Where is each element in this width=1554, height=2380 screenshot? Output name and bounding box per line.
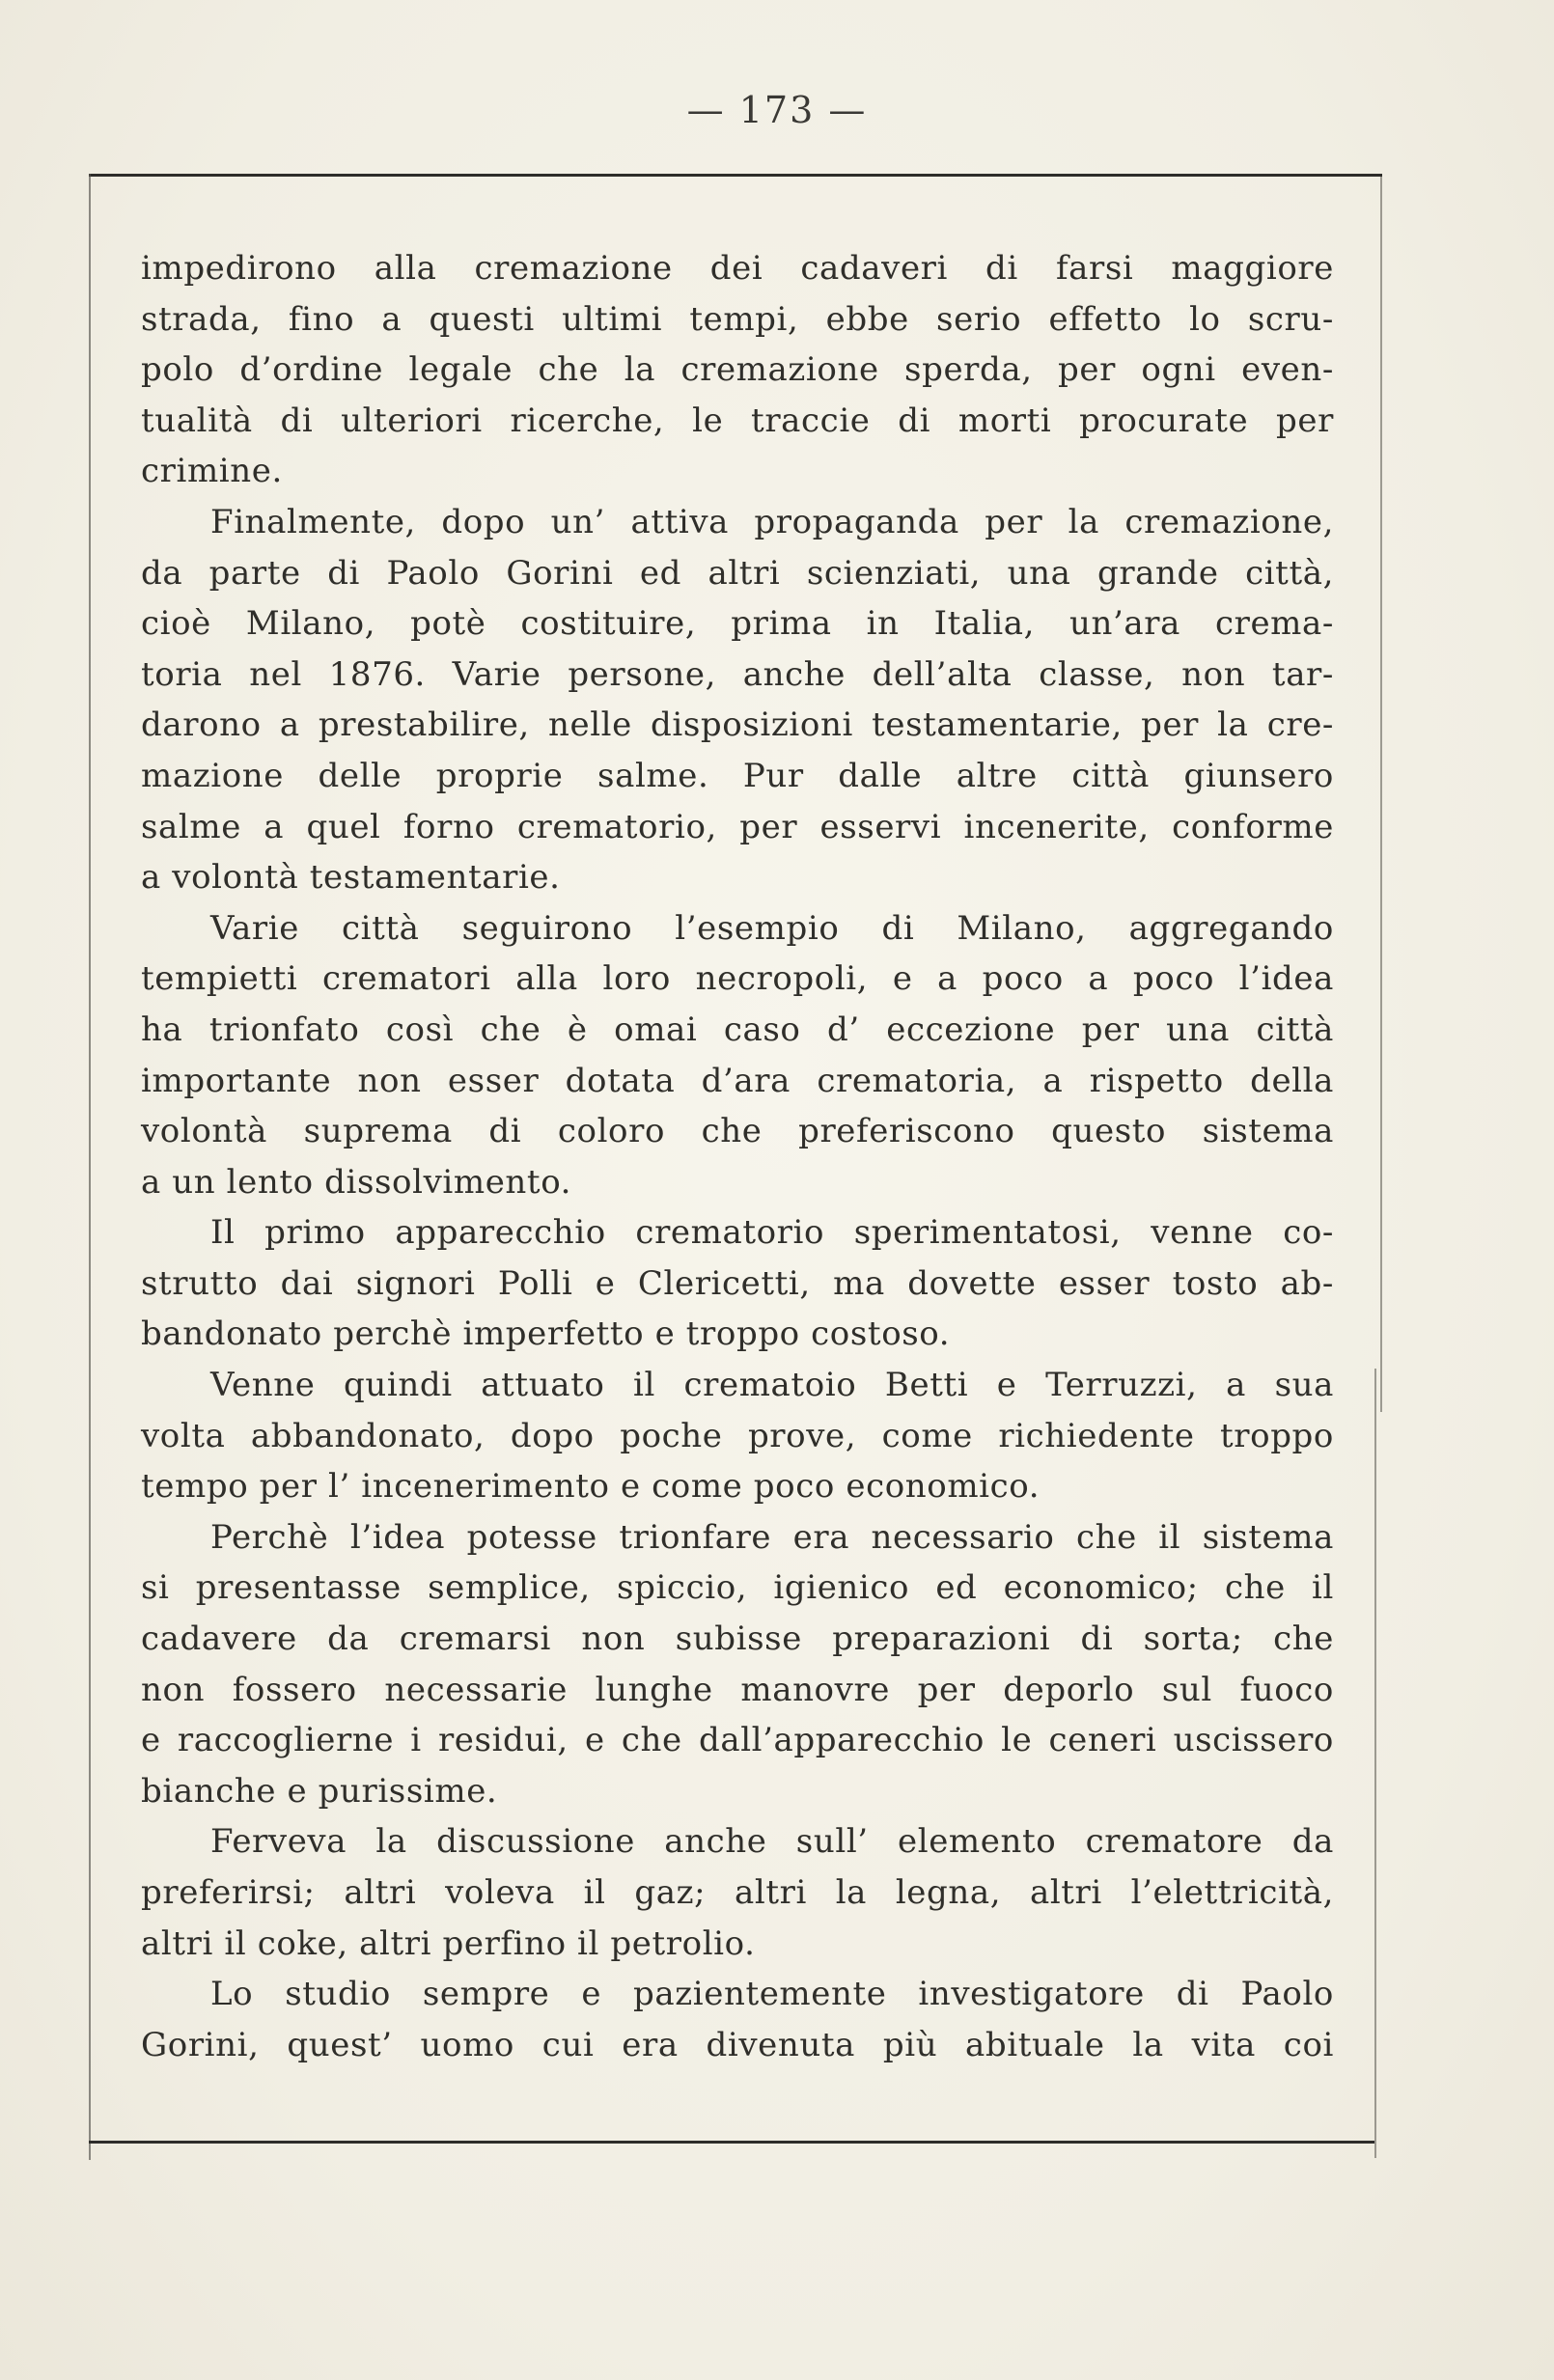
text-line: Perchè l’idea potesse trionfare era necessario che il sistema [210,1517,1334,1557]
page-number: — 173 — [686,89,868,131]
text-line: tempietti crematori alla loro necropoli, e a poco a poco l’idea [141,959,1334,999]
text-line: importante non esser dotata d’ara crematoria, a rispetto della [141,1061,1334,1100]
text-line: Venne quindi attuato il crematoio Betti e Terruzzi, a sua [210,1366,1334,1405]
text-line: darono a prestabilire, nelle disposizioni testamentarie, per la cre- [141,706,1334,745]
text-line: cadavere da cremarsi non subisse preparazioni di sorta; che [141,1619,1334,1659]
text-line: ha trionfato così che è omai caso d’ eccezione per una città [141,1010,1334,1049]
text-line: preferirsi; altri voleva il gaz; altri la legna, altri l’elettricità, [141,1873,1334,1912]
text-line: a un lento dissolvimento. [141,1162,572,1202]
text-line: Lo studio sempre e pazientemente investigatore di Paolo [210,1975,1334,2014]
text-line: Finalmente, dopo un’ attiva propaganda per la cremazione, [210,502,1334,541]
text-line: strutto dai signori Polli e Clericetti, ma dovette esser tosto ab- [141,1263,1334,1303]
right-margin-rule-lower [1374,1369,1376,2158]
text-line: impedirono alla cremazione dei cadaveri di farsi maggiore [141,249,1334,288]
text-line: polo d’ordine legale che la cremazione sperda, per ogni even- [141,350,1334,390]
text-line: crimine. [141,452,283,491]
text-line: tempo per l’ incenerimento e come poco economico. [141,1467,1041,1507]
text-line: altri il coke, altri perfino il petrolio. [141,1923,756,1963]
left-margin-rule [89,174,91,2160]
text-line: Il primo apparecchio crematorio sperimentatosi, venne co- [210,1213,1334,1253]
text-line: cioè Milano, potè costituire, prima in Italia, un’ara crema- [141,604,1334,644]
bottom-rule [89,2141,1374,2144]
top-rule [89,174,1382,177]
text-line: mazione delle proprie salme. Pur dalle altre città giunsero [141,756,1334,795]
right-margin-rule [1380,177,1382,1412]
text-line: volta abbandonato, dopo poche prove, come richiedente troppo [141,1416,1334,1455]
text-line: Gorini, quest’ uomo cui era divenuta più abituale la vita coi [141,2025,1334,2064]
text-line: volontà suprema di coloro che preferiscono questo sistema [141,1112,1334,1151]
body-text [141,243,1334,2070]
text-line: Ferveva la discussione anche sull’ elemento crematore da [210,1822,1334,1862]
text-line: non fossero necessarie lunghe manovre per deporlo sul fuoco [141,1670,1334,1709]
text-line: toria nel 1876. Varie persone, anche dell’alta classe, non tar- [141,654,1334,694]
text-line: Varie città seguirono l’esempio di Milano, aggregando [210,908,1334,948]
text-line: tualità di ulteriori ricerche, le traccie di morti procurate per [141,401,1334,440]
text-line: e raccoglierne i residui, e che dall’apparecchio le ceneri uscissero [141,1721,1334,1760]
text-line: salme a quel forno crematorio, per esservi incenerite, conforme [141,807,1334,846]
text-line: a volontà testamentarie. [141,858,561,898]
text-line: strada, fino a questi ultimi tempi, ebbe serio effetto lo scru- [141,299,1334,339]
text-line: da parte di Paolo Gorini ed altri scienziati, una grande città, [141,553,1334,593]
text-line: bianche e purissime. [141,1771,498,1811]
text-line: si presentasse semplice, spiccio, igienico ed economico; che il [141,1568,1334,1608]
text-line: bandonato perchè imperfetto e troppo costoso. [141,1315,951,1354]
